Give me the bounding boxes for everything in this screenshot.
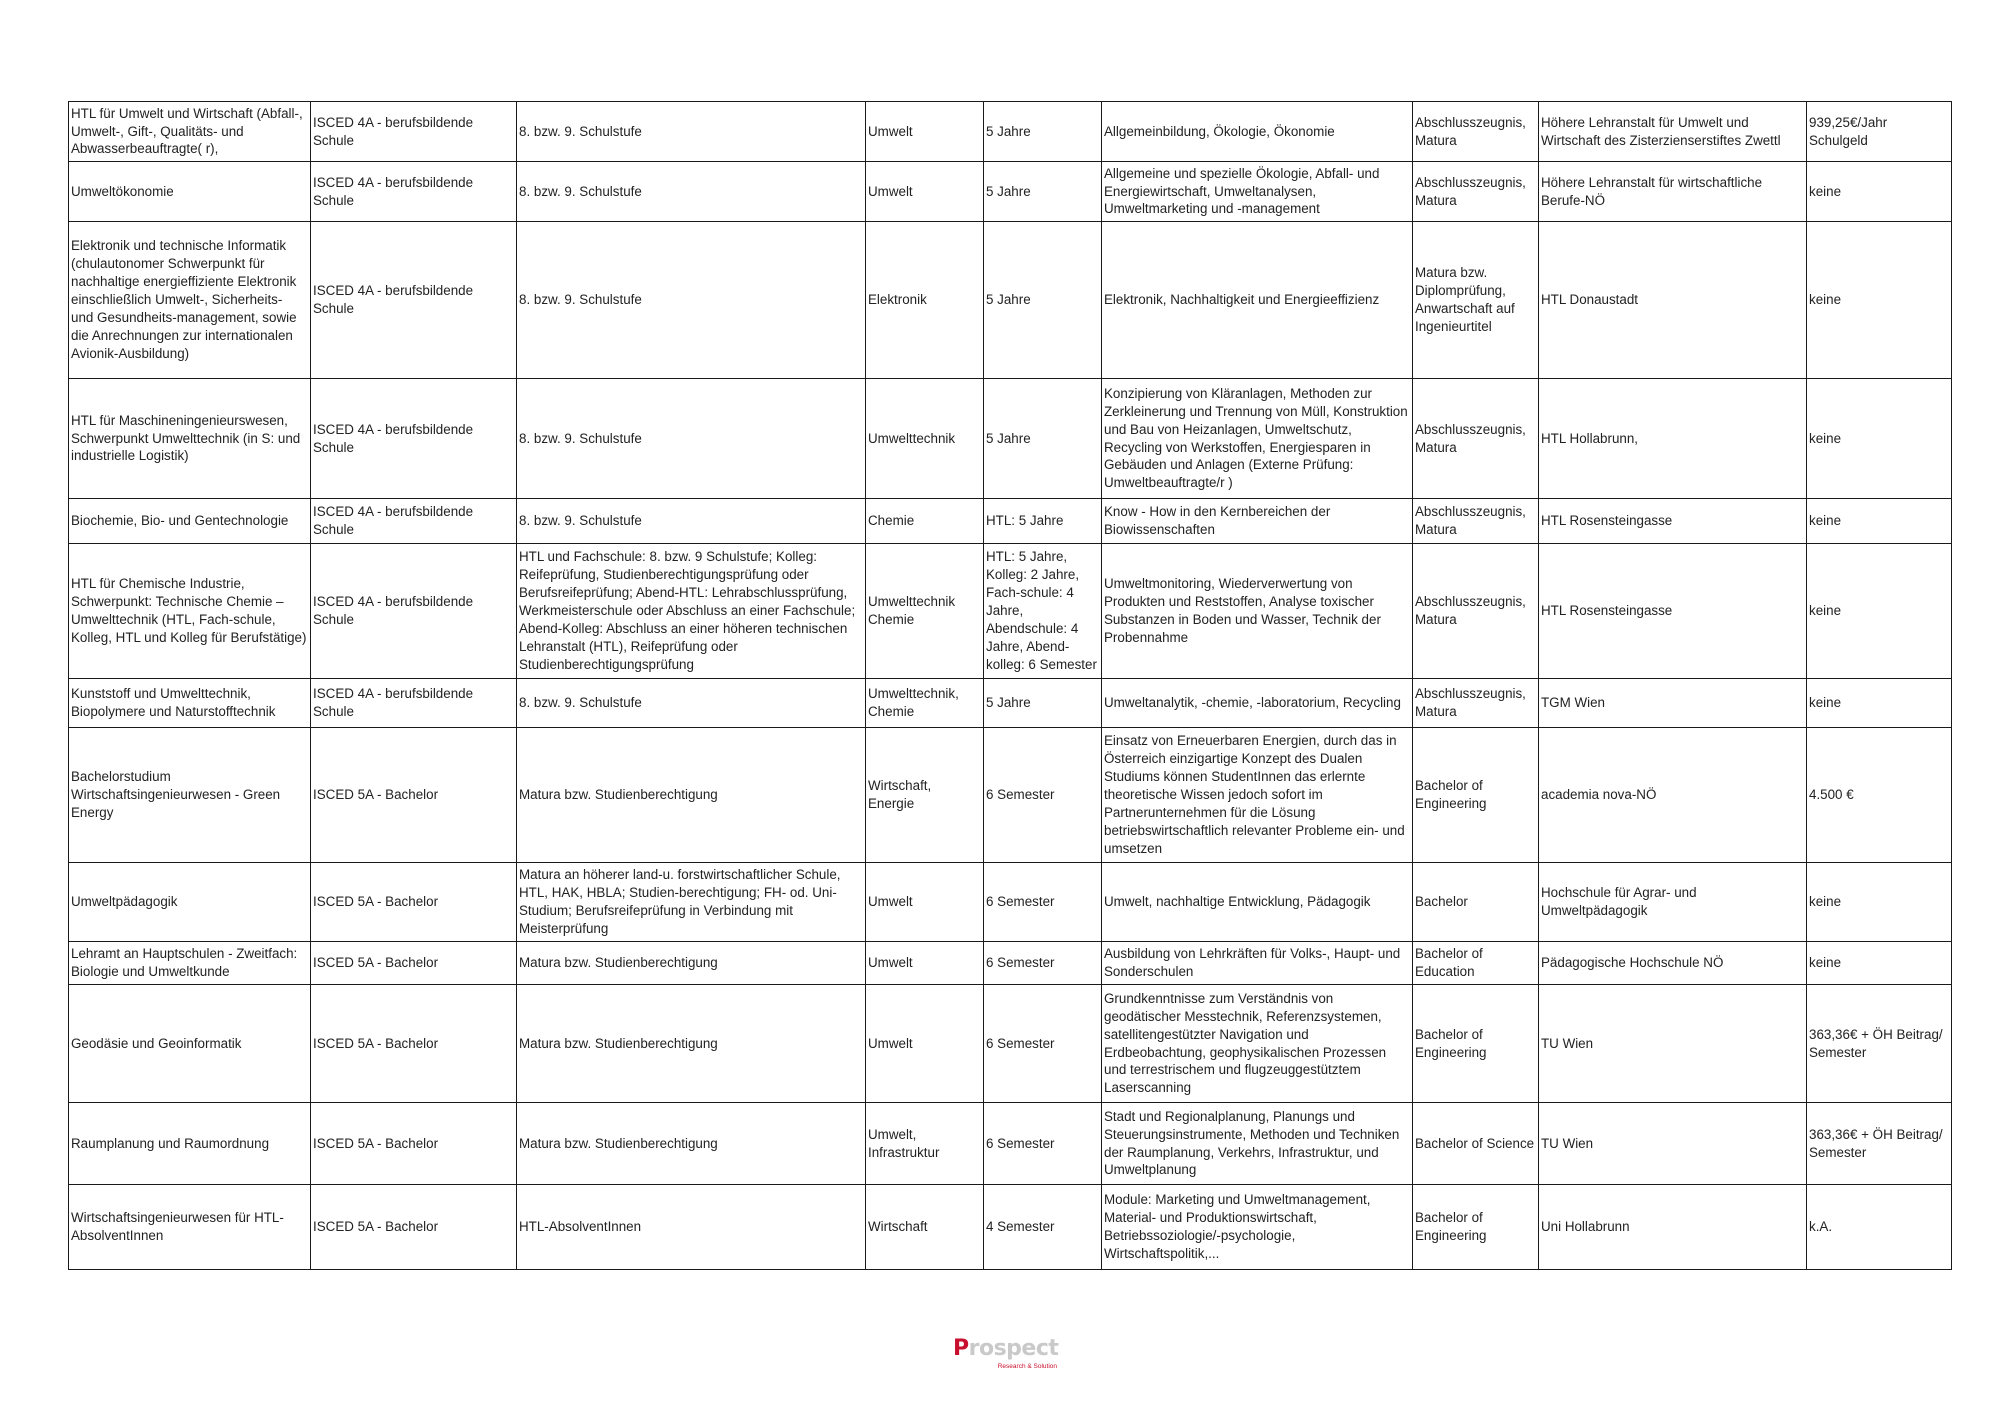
cell-text: 5 Jahre (986, 695, 1031, 711)
cell-text: Umwelttechnik, Chemie (868, 686, 959, 719)
table-cell-field (866, 1103, 984, 1185)
cell-text: ISCED 5A - Bachelor (313, 1135, 439, 1151)
table-cell-admission-requirements (517, 544, 866, 679)
table-cell-isced-level (311, 985, 517, 1103)
cell-text: Umwelt (868, 123, 913, 139)
cell-text: HTL für Chemische Industrie, Schwerpunkt: Technische Chemie – Umwelttechnik (HTL, Fach-schule, Kolleg, HTL und Kolleg für Berufstätige) (71, 576, 307, 645)
table-cell-fees (1807, 985, 1952, 1103)
table-cell-duration (984, 102, 1102, 162)
table-cell-fees (1807, 499, 1952, 544)
table-cell-field (866, 942, 984, 985)
table-cell-field (866, 985, 984, 1103)
cell-text: Bachelor of Science (1415, 1135, 1535, 1151)
cell-text: Allgemeine und spezielle Ökologie, Abfall- und Energiewirtschaft, Umweltanalysen, Umweltmarketing und -management (1104, 165, 1380, 217)
cell-text: Bachelor (1415, 894, 1468, 910)
cell-text: Elektronik und technische Informatik (chulautonomer Schwerpunkt für nachhaltige energieffiziente Elektronik einschließlich Umwelt-, Sicherheits- und Gesundheits-management, sowie die Anrechnungen zur internationalen Avionik-Ausbildung) (71, 238, 297, 361)
table-cell-degree (1413, 222, 1539, 379)
cell-text: Abschlusszeugnis, Matura (1415, 114, 1526, 148)
table-cell-institution (1539, 942, 1807, 985)
table-cell-admission-requirements (517, 679, 866, 728)
cell-text: HTL Rosensteingasse (1541, 603, 1673, 619)
table-cell-isced-level (311, 379, 517, 499)
table-row (69, 985, 1952, 1103)
cell-text: 6 Semester (986, 894, 1055, 910)
cell-text: Umwelt (868, 183, 913, 199)
cell-text: Wirtschaftsingenieurwesen für HTL-AbsolventInnen (71, 1210, 284, 1243)
cell-text: keine (1809, 292, 1842, 308)
table-cell-duration (984, 985, 1102, 1103)
cell-text: Kunststoff und Umwelttechnik, Biopolymere und Naturstofftechnik (71, 686, 276, 719)
table-cell-field (866, 162, 984, 222)
table-cell-field (866, 222, 984, 379)
table-cell-institution (1539, 499, 1807, 544)
cell-text: Abschlusszeugnis, Matura (1415, 594, 1526, 627)
table-row (69, 162, 1952, 222)
cell-text: TU Wien (1541, 1035, 1594, 1051)
table-cell-isced-level (311, 162, 517, 222)
table-cell-fees (1807, 1103, 1952, 1185)
cell-text: Grundkenntnisse zum Verständnis von geodätischer Messtechnik, Referenzsystemen, satellitengestützter Navigation und Erdbeobachtung, geophysikalischen Prozessen und terrestrischem und flugzeuggestütztem Laserscanning (1104, 990, 1387, 1096)
table-cell-course-name (69, 544, 311, 679)
table-cell-course-name (69, 222, 311, 379)
table-row (69, 1185, 1952, 1270)
cell-text: Wirtschaft, Energie (868, 778, 932, 811)
cell-text: HTL: 5 Jahre, Kolleg: 2 Jahre, Fach-schule: 4 Jahre, Abendschule: 4 Jahre, Abend-kolleg: 6 Semester (986, 549, 1097, 672)
prospect-logo (953, 1336, 1057, 1376)
table-cell-field (866, 379, 984, 499)
cell-text: keine (1809, 894, 1842, 910)
cell-text: ISCED 5A - Bachelor (313, 1219, 439, 1235)
table-cell-fees (1807, 863, 1952, 942)
cell-text: Elektronik, Nachhaltigkeit und Energieeffizienz (1104, 292, 1380, 308)
table-cell-curriculum-content (1102, 222, 1413, 379)
cell-text: Einsatz von Erneuerbaren Energien, durch das in Österreich einzigartige Konzept des Dualen Studiums können StudentInnen das erlernte theoretische Wissen jedoch sofort im Partnerunternehmen für die Lösung betriebswirtschaftlich relevanter Probleme ein- und umsetzen (1104, 733, 1405, 856)
table-cell-degree (1413, 1185, 1539, 1270)
table-cell-duration (984, 1185, 1102, 1270)
table-cell-institution (1539, 102, 1807, 162)
table-cell-isced-level (311, 1185, 517, 1270)
cell-text: Bachelor of Engineering (1415, 778, 1487, 811)
cell-text: keine (1809, 430, 1842, 446)
table-cell-field (866, 728, 984, 863)
cell-text: Matura bzw. Diplomprüfung, Anwartschaft auf Ingenieurtitel (1415, 265, 1515, 334)
table-cell-duration (984, 863, 1102, 942)
cell-text: keine (1809, 955, 1842, 971)
table-cell-course-name (69, 985, 311, 1103)
table-cell-admission-requirements (517, 102, 866, 162)
table-cell-isced-level (311, 102, 517, 162)
table-cell-fees (1807, 544, 1952, 679)
table-cell-duration (984, 544, 1102, 679)
cell-text: Abschlusszeugnis, Matura (1415, 504, 1526, 537)
table-row (69, 499, 1952, 544)
table-cell-course-name (69, 679, 311, 728)
logo-initial: P (953, 1336, 969, 1361)
table-cell-course-name (69, 1185, 311, 1270)
cell-text: HTL Rosensteingasse (1541, 513, 1673, 529)
table-cell-admission-requirements (517, 379, 866, 499)
cell-text: 5 Jahre (986, 183, 1031, 199)
cell-text: 8. bzw. 9. Schulstufe (519, 695, 642, 711)
table-cell-institution (1539, 544, 1807, 679)
cell-text: 8. bzw. 9. Schulstufe (519, 513, 642, 529)
table-cell-course-name (69, 499, 311, 544)
table-cell-curriculum-content (1102, 102, 1413, 162)
table-cell-course-name (69, 942, 311, 985)
cell-text: Stadt und Regionalplanung, Planungs und Steuerungsinstrumente, Methoden und Techniken der Raumplanung, Verkehrs, Infrastruktur, und Umweltplanung (1104, 1108, 1400, 1178)
table-cell-admission-requirements (517, 499, 866, 544)
cell-text: 8. bzw. 9. Schulstufe (519, 123, 642, 139)
table-cell-duration (984, 1103, 1102, 1185)
table-cell-field (866, 679, 984, 728)
logo-rest: rospect (968, 1336, 1059, 1361)
table-cell-fees (1807, 379, 1952, 499)
table-cell-degree (1413, 499, 1539, 544)
cell-text: 363,36€ + ÖH Beitrag/ Semester (1809, 1126, 1943, 1160)
table-cell-curriculum-content (1102, 544, 1413, 679)
table-cell-duration (984, 222, 1102, 379)
cell-text: k.A. (1809, 1219, 1833, 1235)
cell-text: 8. bzw. 9. Schulstufe (519, 183, 642, 199)
cell-text: Umwelttechnik (868, 430, 956, 446)
table-cell-curriculum-content (1102, 499, 1413, 544)
cell-text: Abschlusszeugnis, Matura (1415, 174, 1526, 208)
cell-text: Matura an höherer land-u. forstwirtschaftlicher Schule, HTL, HAK, HBLA; Studien-berechtigung; FH- od. Uni-Studium; Berufsreifeprüfung in Verbindung mit Meisterprüfung (519, 867, 841, 936)
table-cell-degree (1413, 863, 1539, 942)
cell-text: 5 Jahre (986, 292, 1031, 308)
table-cell-curriculum-content (1102, 1103, 1413, 1185)
table-cell-curriculum-content (1102, 942, 1413, 985)
table-cell-isced-level (311, 679, 517, 728)
cell-text: Geodäsie und Geoinformatik (71, 1035, 242, 1051)
table-cell-isced-level (311, 728, 517, 863)
cell-text: Bachelor of Engineering (1415, 1026, 1487, 1060)
cell-text: HTL Donaustadt (1541, 292, 1639, 308)
cell-text: Allgemeinbildung, Ökologie, Ökonomie (1104, 123, 1335, 139)
table-cell-field (866, 1185, 984, 1270)
cell-text: HTL für Maschineningenieurswesen, Schwerpunkt Umwelttechnik (in S: und industrielle Logistik) (71, 412, 301, 464)
cell-text: Matura bzw. Studienberechtigung (519, 1035, 718, 1051)
cell-text: Umwelt (868, 955, 913, 971)
table-cell-fees (1807, 942, 1952, 985)
cell-text: Umwelttechnik Chemie (868, 594, 956, 627)
cell-text: Chemie (868, 513, 915, 529)
cell-text: HTL-AbsolventInnen (519, 1219, 642, 1235)
cell-text: 5 Jahre (986, 430, 1031, 446)
table-cell-admission-requirements (517, 942, 866, 985)
table-row (69, 102, 1952, 162)
table-cell-curriculum-content (1102, 162, 1413, 222)
data-table (68, 101, 1952, 1270)
logo-tagline: Research & Solution (997, 1363, 1057, 1370)
table-cell-institution (1539, 222, 1807, 379)
cell-text: TU Wien (1541, 1135, 1594, 1151)
table-cell-degree (1413, 379, 1539, 499)
cell-text: ISCED 5A - Bachelor (313, 1035, 439, 1051)
table-cell-duration (984, 679, 1102, 728)
cell-text: Höhere Lehranstalt für Umwelt und Wirtschaft des Zisterzienserstiftes Zwettl (1541, 114, 1781, 148)
table-cell-institution (1539, 863, 1807, 942)
cell-text: Module: Marketing und Umweltmanagement, Material- und Produktionswirtschaft, Betriebssoziologie/-psychologie, Wirtschaftspolitik,... (1104, 1192, 1371, 1261)
table-cell-institution (1539, 379, 1807, 499)
table-cell-institution (1539, 1103, 1807, 1185)
table-cell-isced-level (311, 942, 517, 985)
table-cell-institution (1539, 985, 1807, 1103)
table-cell-degree (1413, 679, 1539, 728)
table-cell-isced-level (311, 863, 517, 942)
cell-text: keine (1809, 695, 1842, 711)
table-cell-degree (1413, 942, 1539, 985)
table-cell-course-name (69, 379, 311, 499)
table-cell-field (866, 102, 984, 162)
cell-text: Wirtschaft (868, 1219, 928, 1235)
table-cell-degree (1413, 1103, 1539, 1185)
table-cell-degree (1413, 162, 1539, 222)
table-cell-course-name (69, 162, 311, 222)
table-cell-fees (1807, 728, 1952, 863)
table-cell-field (866, 863, 984, 942)
table-cell-admission-requirements (517, 863, 866, 942)
cell-text: Umweltökonomie (71, 183, 174, 199)
table-cell-duration (984, 162, 1102, 222)
table-cell-curriculum-content (1102, 379, 1413, 499)
table-cell-curriculum-content (1102, 1185, 1413, 1270)
cell-text: ISCED 4A - berufsbildende Schule (313, 686, 474, 719)
table-cell-degree (1413, 728, 1539, 863)
cell-text: 8. bzw. 9. Schulstufe (519, 292, 642, 308)
cell-text: ISCED 5A - Bachelor (313, 894, 439, 910)
cell-text: Matura bzw. Studienberechtigung (519, 955, 718, 971)
table-cell-degree (1413, 985, 1539, 1103)
table-row (69, 544, 1952, 679)
table-row (69, 222, 1952, 379)
cell-text: 4.500 € (1809, 787, 1854, 803)
cell-text: ISCED 5A - Bachelor (313, 787, 439, 803)
cell-text: 6 Semester (986, 955, 1055, 971)
cell-text: Bachelor of Engineering (1415, 1210, 1487, 1243)
table-cell-degree (1413, 102, 1539, 162)
cell-text: HTL für Umwelt und Wirtschaft (Abfall-, Umwelt-, Gift-, Qualitäts- und Abwasserbeauftragte( r), (71, 105, 303, 157)
cell-text: Umweltanalytik, -chemie, -laboratorium, Recycling (1104, 695, 1401, 711)
table-cell-course-name (69, 1103, 311, 1185)
table-cell-fees (1807, 162, 1952, 222)
cell-text: Lehramt an Hauptschulen - Zweitfach: Biologie und Umweltkunde (71, 946, 298, 979)
table-cell-fees (1807, 102, 1952, 162)
table-row (69, 379, 1952, 499)
cell-text: ISCED 4A - berufsbildende Schule (313, 114, 474, 148)
cell-text: keine (1809, 603, 1842, 619)
cell-text: ISCED 5A - Bachelor (313, 955, 439, 971)
table-cell-isced-level (311, 499, 517, 544)
cell-text: keine (1809, 183, 1842, 199)
cell-text: 6 Semester (986, 1135, 1055, 1151)
table-cell-institution (1539, 1185, 1807, 1270)
logo-wordmark (953, 1336, 1058, 1361)
table-cell-isced-level (311, 222, 517, 379)
table-cell-course-name (69, 102, 311, 162)
table-cell-fees (1807, 679, 1952, 728)
cell-text: 6 Semester (986, 787, 1055, 803)
table-cell-degree (1413, 544, 1539, 679)
cell-text: Konzipierung von Kläranlagen, Methoden zur Zerkleinerung und Trennung von Müll, Konstruktion und Bau von Heizanlagen, Umweltschutz, Recycling von Werkstoffen, Energiesparen in Gebäuden und Anlagen (Externe Prüfung: Umweltbeauftragte/r ) (1104, 385, 1408, 491)
table-cell-curriculum-content (1102, 863, 1413, 942)
table-cell-duration (984, 379, 1102, 499)
table-cell-duration (984, 499, 1102, 544)
cell-text: Bachelor of Education (1415, 946, 1483, 979)
cell-text: ISCED 4A - berufsbildende Schule (313, 594, 474, 627)
cell-text: Höhere Lehranstalt für wirtschaftliche Berufe-NÖ (1541, 174, 1763, 208)
cell-text: Umweltmonitoring, Wiederverwertung von Produkten und Reststoffen, Analyse toxischer Substanzen in Boden und Wasser, Technik der Probennahme (1104, 576, 1381, 645)
table-row (69, 942, 1952, 985)
cell-text: keine (1809, 513, 1842, 529)
table-cell-admission-requirements (517, 222, 866, 379)
table-cell-admission-requirements (517, 1103, 866, 1185)
table-cell-institution (1539, 162, 1807, 222)
cell-text: Matura bzw. Studienberechtigung (519, 1135, 718, 1151)
cell-text: Abschlusszeugnis, Matura (1415, 421, 1526, 455)
cell-text: HTL: 5 Jahre (986, 513, 1064, 529)
cell-text: Hochschule für Agrar- und Umweltpädagogik (1541, 885, 1697, 918)
table-cell-course-name (69, 863, 311, 942)
table-cell-field (866, 544, 984, 679)
table-cell-institution (1539, 728, 1807, 863)
table-cell-curriculum-content (1102, 679, 1413, 728)
table-cell-isced-level (311, 1103, 517, 1185)
table-cell-curriculum-content (1102, 985, 1413, 1103)
cell-text: Pädagogische Hochschule NÖ (1541, 955, 1724, 971)
table-cell-course-name (69, 728, 311, 863)
cell-text: Matura bzw. Studienberechtigung (519, 787, 718, 803)
cell-text: TGM Wien (1541, 695, 1605, 711)
cell-text: ISCED 4A - berufsbildende Schule (313, 504, 474, 537)
cell-text: Umweltpädagogik (71, 894, 178, 910)
cell-text: 5 Jahre (986, 123, 1031, 139)
cell-text: Umwelt, Infrastruktur (868, 1126, 940, 1160)
cell-text: 4 Semester (986, 1219, 1055, 1235)
table-cell-admission-requirements (517, 728, 866, 863)
cell-text: HTL und Fachschule: 8. bzw. 9 Schulstufe; Kolleg: Reifeprüfung, Studienberechtigungsprüfung oder Berufsreifeprüfung; Abend-HTL: Lehrabschlussprüfung, Werkmeisterschule oder Abschluss an einer Fachschule; Abend-Kolleg: Abschluss an einer höheren technischen Lehranstalt (HTL), Reifeprüfung oder Studienberechtigungsprüfung (519, 549, 856, 672)
table-cell-duration (984, 942, 1102, 985)
cell-text: Umwelt (868, 1035, 913, 1051)
table-cell-fees (1807, 1185, 1952, 1270)
table-cell-admission-requirements (517, 1185, 866, 1270)
table-row (69, 728, 1952, 863)
cell-text: Elektronik (868, 292, 927, 308)
table-row (69, 679, 1952, 728)
cell-text: Abschlusszeugnis, Matura (1415, 686, 1526, 719)
cell-text: Umwelt (868, 894, 913, 910)
table-cell-isced-level (311, 544, 517, 679)
cell-text: Uni Hollabrunn (1541, 1219, 1630, 1235)
cell-text: 939,25€/Jahr Schulgeld (1809, 114, 1888, 148)
cell-text: Umwelt, nachhaltige Entwicklung, Pädagogik (1104, 894, 1371, 910)
table-row (69, 1103, 1952, 1185)
cell-text: Raumplanung und Raumordnung (71, 1135, 270, 1151)
cell-text: 6 Semester (986, 1035, 1055, 1051)
cell-text: Know - How in den Kernbereichen der Biowissenschaften (1104, 504, 1331, 537)
table-cell-admission-requirements (517, 985, 866, 1103)
cell-text: ISCED 4A - berufsbildende Schule (313, 421, 474, 455)
cell-text: HTL Hollabrunn, (1541, 430, 1639, 446)
cell-text: ISCED 4A - berufsbildende Schule (313, 283, 474, 316)
table-cell-curriculum-content (1102, 728, 1413, 863)
cell-text: ISCED 4A - berufsbildende Schule (313, 174, 474, 208)
cell-text: Biochemie, Bio- und Gentechnologie (71, 513, 289, 529)
table-cell-institution (1539, 679, 1807, 728)
cell-text: 8. bzw. 9. Schulstufe (519, 430, 642, 446)
table-cell-fees (1807, 222, 1952, 379)
cell-text: Ausbildung von Lehrkräften für Volks-, Haupt- und Sonderschulen (1104, 946, 1401, 979)
cell-text: 363,36€ + ÖH Beitrag/ Semester (1809, 1026, 1943, 1060)
table-cell-duration (984, 728, 1102, 863)
table-cell-field (866, 499, 984, 544)
cell-text: academia nova-NÖ (1541, 787, 1657, 803)
cell-text: Bachelorstudium Wirtschaftsingenieurwesen - Green Energy (71, 769, 281, 820)
table-cell-admission-requirements (517, 162, 866, 222)
table-row (69, 863, 1952, 942)
